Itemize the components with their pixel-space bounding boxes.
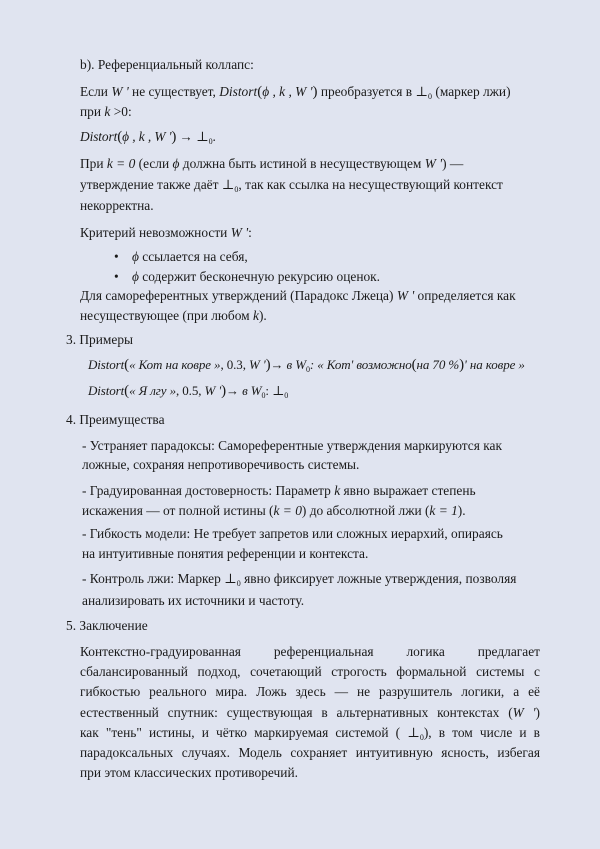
arrow-text: → в [226,383,251,398]
subscript: 0 [234,185,239,194]
section-b-paragraph-2-line-3 [80,198,154,214]
math-args: ϕ , k , W ' [122,129,172,144]
conclusion-line-7 [80,765,298,781]
subscript: 0 [261,391,266,400]
subscript: 0 [236,579,241,588]
text: >0: [110,104,132,119]
bullet-item [114,269,380,285]
conclusion-line-3 [80,684,540,700]
math-w-prime: W ' [396,288,415,303]
falsum-marker-icon: ⊥ [224,571,237,586]
section-3-heading [66,332,133,348]
falsum-marker-icon: ⊥ [415,84,429,99]
subscript: 0 [208,137,213,146]
section-b-paragraph-1-line-1: Если W ' не существует, Distort(ϕ , k , W ') преобразуется в $\perp_0$ (маркер лжи) [80,84,511,101]
conclusion-line-4 [80,705,540,721]
text: ), в том числе и в [423,725,540,740]
section-4-heading [66,412,165,428]
subscript: 0 [419,733,424,742]
falsum-marker-icon: ⊥ [221,177,235,192]
example-2-formula: Distort(« Я лгу », 0.5, W ')→ в $W_0$: $\perp_0$ [88,383,289,400]
subscript: 0 [428,92,433,101]
text: определяется как [414,288,516,303]
advantage-1-line-1 [82,438,502,454]
math-result: на 70 % [416,357,460,372]
text: ). [258,308,267,323]
heading-text: 3. Примеры [66,332,134,347]
advantage-3-line-2 [82,546,368,562]
conclusion-line-2 [80,664,540,680]
text: Контекстно-градуированная референциальная логика предлагает [80,644,540,659]
text: явно выражает степень [340,483,476,498]
math-distort: Distort [88,357,125,372]
text: искажения — от полной истины ( [82,503,274,518]
math-result: : « Кот' возможно [309,357,412,372]
math-k-one: k = 1 [429,503,458,518]
text: гибкостью реального мира. Ложь здесь — не разрушитель логики, а её [80,684,540,699]
text: - Гибкость модели: Не требует запретов или сложных иерархий, опираясь [82,526,503,541]
math-phi: ϕ [132,269,139,284]
text: сбалансированный подход, сочетающий строгость формальной системы с [80,664,540,679]
bullet-icon: • [114,269,119,284]
advantage-4-line-1 [82,571,516,592]
section-b-formula: Distort(ϕ , k , W ') → $\perp_0$. [80,129,216,146]
section-5-heading [66,618,148,634]
section-b-heading [80,57,254,73]
text: парадоксальных случаях. Модель сохраняет интуитивную ясность, избегая [80,745,540,760]
text: Если [80,84,112,99]
math-k: k [334,483,341,498]
subscript: 0 [284,391,289,400]
text: при этом классических противоречий. [80,765,298,780]
text: анализировать их источники и частоту. [82,593,305,608]
text: естественный спутник: существующая в альтернативных контекстах ( [80,705,513,720]
math-world: W [295,357,306,372]
text: : [265,383,273,398]
text: преобразуется в [317,84,416,99]
text: Критерий невозможности [80,225,231,240]
heading-text: b). Референциальный коллапс: [80,57,254,72]
math-world: W [250,383,262,398]
text: - Устраняет парадоксы: Самореферентные утверждения маркируются как [82,438,502,453]
subscript: 0 [305,365,310,374]
arrow-text: → в [270,357,296,372]
text: не существует, [128,84,220,99]
section-b-paragraph-3-line-1 [80,288,516,304]
math-arg: 0.5 [182,383,199,398]
arrow-icon: → [176,129,197,144]
advantage-2-line-1 [82,483,476,499]
heading-text: 4. Преимущества [66,412,165,427]
advantage-2-line-2 [82,503,466,519]
text: ) — [442,156,464,171]
text: как "тень" истины, и чётко маркируемая системой ( [80,725,408,740]
advantage-3-line-1 [82,526,503,542]
math-arg: W ' [204,383,222,398]
advantage-1-line-2 [82,457,359,473]
section-b-paragraph-2-line-1 [80,156,463,172]
text: некорректна. [80,198,154,213]
math-k-zero: k = 0 [273,503,302,518]
text: при [80,104,105,119]
text: - Градуированная достоверность: Параметр [82,483,335,498]
text: должна быть истиной в несуществующем [179,156,425,171]
math-distort: Distort [80,129,118,144]
section-b-paragraph-1-line-2 [80,104,132,120]
text: ссылается на себя, [138,249,248,264]
math-phi: ϕ [172,156,180,171]
falsum-marker-icon: ⊥ [407,725,420,740]
math-args: ϕ , k , W ' [262,84,313,99]
math-k-zero: k = 0 [106,156,136,171]
math-w-prime: W ' [512,705,536,720]
math-distort: Distort [88,383,125,398]
math-k: k [253,308,259,323]
text: : [248,225,252,240]
math-arg: W ' [249,357,266,372]
example-1-formula: Distort(« Кот на ковре », 0.3, W ')→ в $W_0$: « Кот' возможно(на 70 %)' на ковре » [88,357,525,374]
text: на интуитивные понятия референции и контекста. [82,546,369,561]
text: Для самореферентных утверждений (Парадокс Лжеца) [80,288,397,303]
math-w-prime: W ' [424,156,443,171]
text: . [212,129,216,144]
text: несуществующее (при любом [80,308,253,323]
advantage-4-line-2 [82,593,304,609]
text: содержит бесконечную рекурсию оценок. [138,269,381,284]
math-result: ' на ковре » [464,357,525,372]
conclusion-line-6 [80,745,540,761]
bullet-icon: • [114,249,119,264]
conclusion-line-5 [80,725,540,746]
text: утверждение также даёт [80,177,222,192]
conclusion-line-1 [80,644,540,660]
section-b-paragraph-2-line-2 [80,177,503,198]
text: (маркер лжи) [432,84,511,99]
math-phi: ϕ [132,249,139,264]
text: При [80,156,107,171]
text: (если [135,156,173,171]
text: ложные, сохраняя непротиворечивость системы. [82,457,360,472]
criterion-line [80,225,252,241]
text: ). [457,503,466,518]
falsum-marker-icon: ⊥ [196,129,209,144]
math-arg: « Кот на ковре » [129,357,221,372]
math-arg: « Я лгу » [129,383,176,398]
falsum-marker-icon: ⊥ [272,383,285,398]
heading-text: 5. Заключение [66,618,148,633]
math-distort: Distort [219,84,258,99]
text: - Контроль лжи: Маркер [82,571,225,586]
bullet-item [114,249,248,265]
section-b-paragraph-3-line-2 [80,308,267,324]
text: явно фиксирует ложные утверждения, позволяя [240,571,517,586]
text: ) [535,705,540,720]
text: ) до абсолютной лжи ( [301,503,430,518]
math-arg: 0.3 [226,357,243,372]
math-w-prime: W ' [111,84,129,99]
math-w-prime: W ' [230,225,249,240]
math-k: k [104,104,111,119]
text: , так как ссылка на несуществующий контекст [238,177,503,192]
